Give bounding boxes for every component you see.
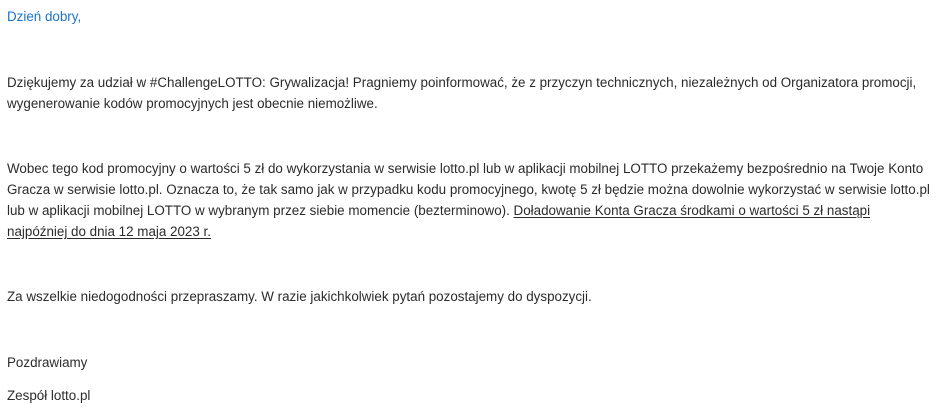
greeting: Dzień dobry,: [7, 9, 82, 24]
top-up-deadline-notice: Doładowanie Konta Gracza środkami o wartości 5 zł nastąpi najpóźniej do dnia 12 maja 2023 r.: [7, 203, 871, 239]
closing-text: Pozdrawiamy: [7, 355, 88, 370]
paragraph-apology: Za wszelkie niedogodności przepraszamy. W razie jakichkolwiek pytań pozostajemy do dyspozycji.: [7, 289, 592, 304]
signature: Zespół lotto.pl: [7, 388, 91, 403]
paragraph-promo-code: [7, 158, 932, 242]
paragraph-thanks: Dziękujemy za udział w #ChallengeLOTTO: Grywalizacja! Pragniemy poinformować, że z przyczyn technicznych, niezależnych od Organizatora promocji, wygenerowanie kodów promocyjnych jest obecnie niemożliwe.: [7, 75, 917, 111]
paragraph-promo-code-text: Wobec tego kod promocyjny o wartości 5 zł do wykorzystania w serwisie lotto.pl lub w aplikacji mobilnej LOTTO przekażemy bezpośrednio na Twoje Konto Gracza w serwisie lotto.pl. Oznacza to, że tak samo jak w przypadku kodu promocyjnego, kwotę 5 zł będzie można dowolnie wykorzystać w serwisie lotto.pl lub w aplikacji mobilnej LOTTO w wybranym przez siebie momencie (bezterminowo).: [7, 161, 930, 218]
